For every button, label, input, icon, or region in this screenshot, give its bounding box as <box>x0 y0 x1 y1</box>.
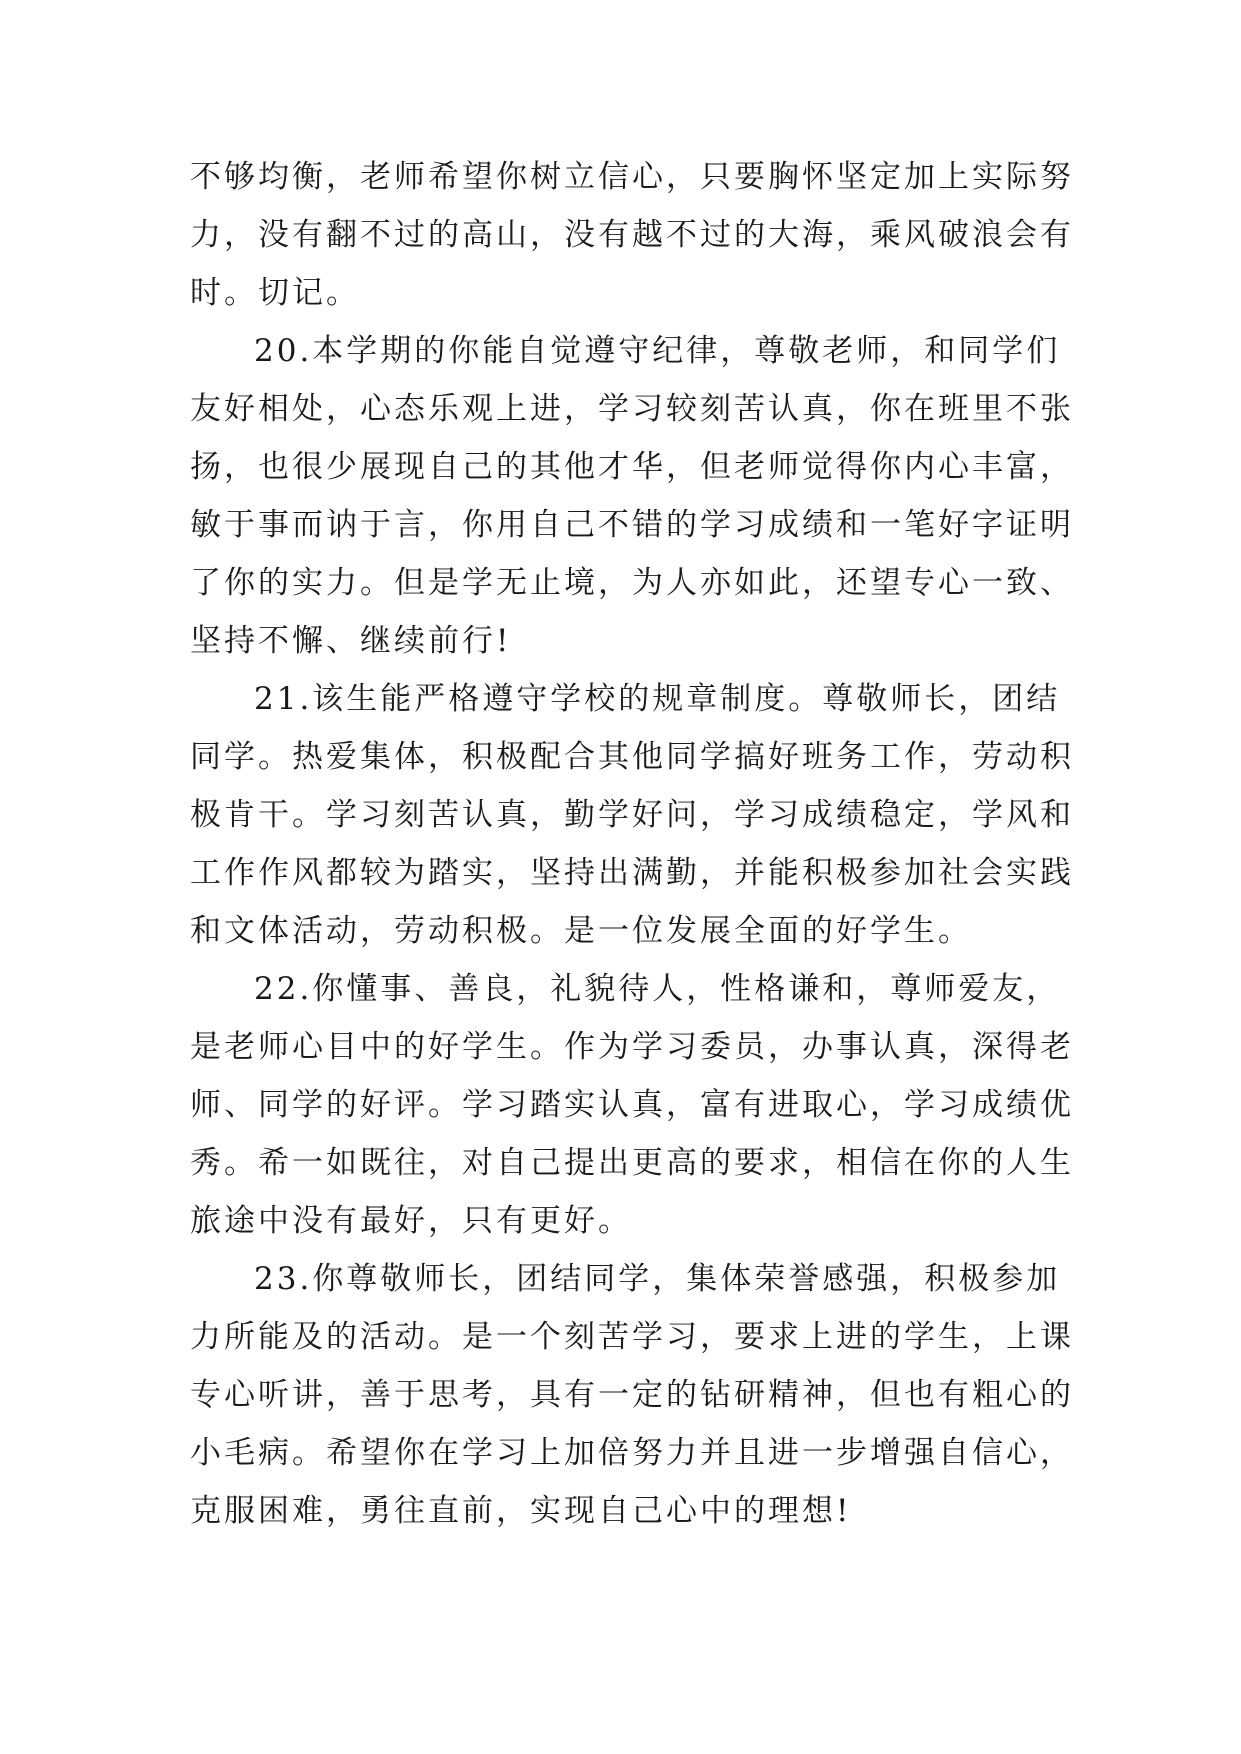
paragraph-19-continuation <box>190 148 1074 322</box>
text-line: 力所能及的活动。是一个刻苦学习，要求上进的学生，上课 <box>190 1319 1074 1355</box>
text-line: 坚持不懈、继续前行! <box>190 623 512 659</box>
paragraph-23 <box>190 1250 1074 1540</box>
text-line: 敏于事而讷于言，你用自己不错的学习成绩和一笔好字证明 <box>190 507 1074 543</box>
text-line: 不够均衡，老师希望你树立信心，只要胸怀坚定加上实际努 <box>190 159 1074 195</box>
paragraph-20 <box>190 322 1074 670</box>
text-line: 和文体活动，劳动积极。是一位发展全面的好学生。 <box>190 913 972 949</box>
text-line: 专心听讲，善于思考，具有一定的钻研精神，但也有粗心的 <box>190 1377 1074 1413</box>
text-line: 时。切记。 <box>190 275 360 311</box>
text-line: 克服困难，勇往直前，实现自己心中的理想! <box>190 1493 852 1529</box>
text-line: 22.你懂事、善良，礼貌待人，性格谦和，尊师爱友， <box>254 971 1061 1007</box>
text-line: 是老师心目中的好学生。作为学习委员，办事认真，深得老 <box>190 1029 1074 1065</box>
paragraph-22 <box>190 960 1074 1250</box>
text-line: 23.你尊敬师长，团结同学，集体荣誉感强，积极参加 <box>254 1261 1061 1297</box>
text-line: 小毛病。希望你在学习上加倍努力并且进一步增强自信心， <box>190 1435 1074 1471</box>
text-line: 20.本学期的你能自觉遵守纪律，尊敬老师，和同学们 <box>254 333 1061 369</box>
text-line: 工作作风都较为踏实，坚持出满勤，并能积极参加社会实践 <box>190 855 1074 891</box>
text-line: 21.该生能严格遵守学校的规章制度。尊敬师长，团结 <box>254 681 1061 717</box>
document-body <box>190 148 1074 1540</box>
paragraph-21 <box>190 670 1074 960</box>
text-line: 极肯干。学习刻苦认真，勤学好问，学习成绩稳定，学风和 <box>190 797 1074 833</box>
text-line: 扬，也很少展现自己的其他才华，但老师觉得你内心丰富， <box>190 449 1074 485</box>
text-line: 同学。热爱集体，积极配合其他同学搞好班务工作，劳动积 <box>190 739 1074 775</box>
text-line: 了你的实力。但是学无止境，为人亦如此，还望专心一致、 <box>190 565 1074 601</box>
text-line: 力，没有翻不过的高山，没有越不过的大海，乘风破浪会有 <box>190 217 1074 253</box>
text-line: 秀。希一如既往，对自己提出更高的要求，相信在你的人生 <box>190 1145 1074 1181</box>
text-line: 友好相处，心态乐观上进，学习较刻苦认真，你在班里不张 <box>190 391 1074 427</box>
text-line: 旅途中没有最好，只有更好。 <box>190 1203 632 1239</box>
text-line: 师、同学的好评。学习踏实认真，富有进取心，学习成绩优 <box>190 1087 1074 1123</box>
